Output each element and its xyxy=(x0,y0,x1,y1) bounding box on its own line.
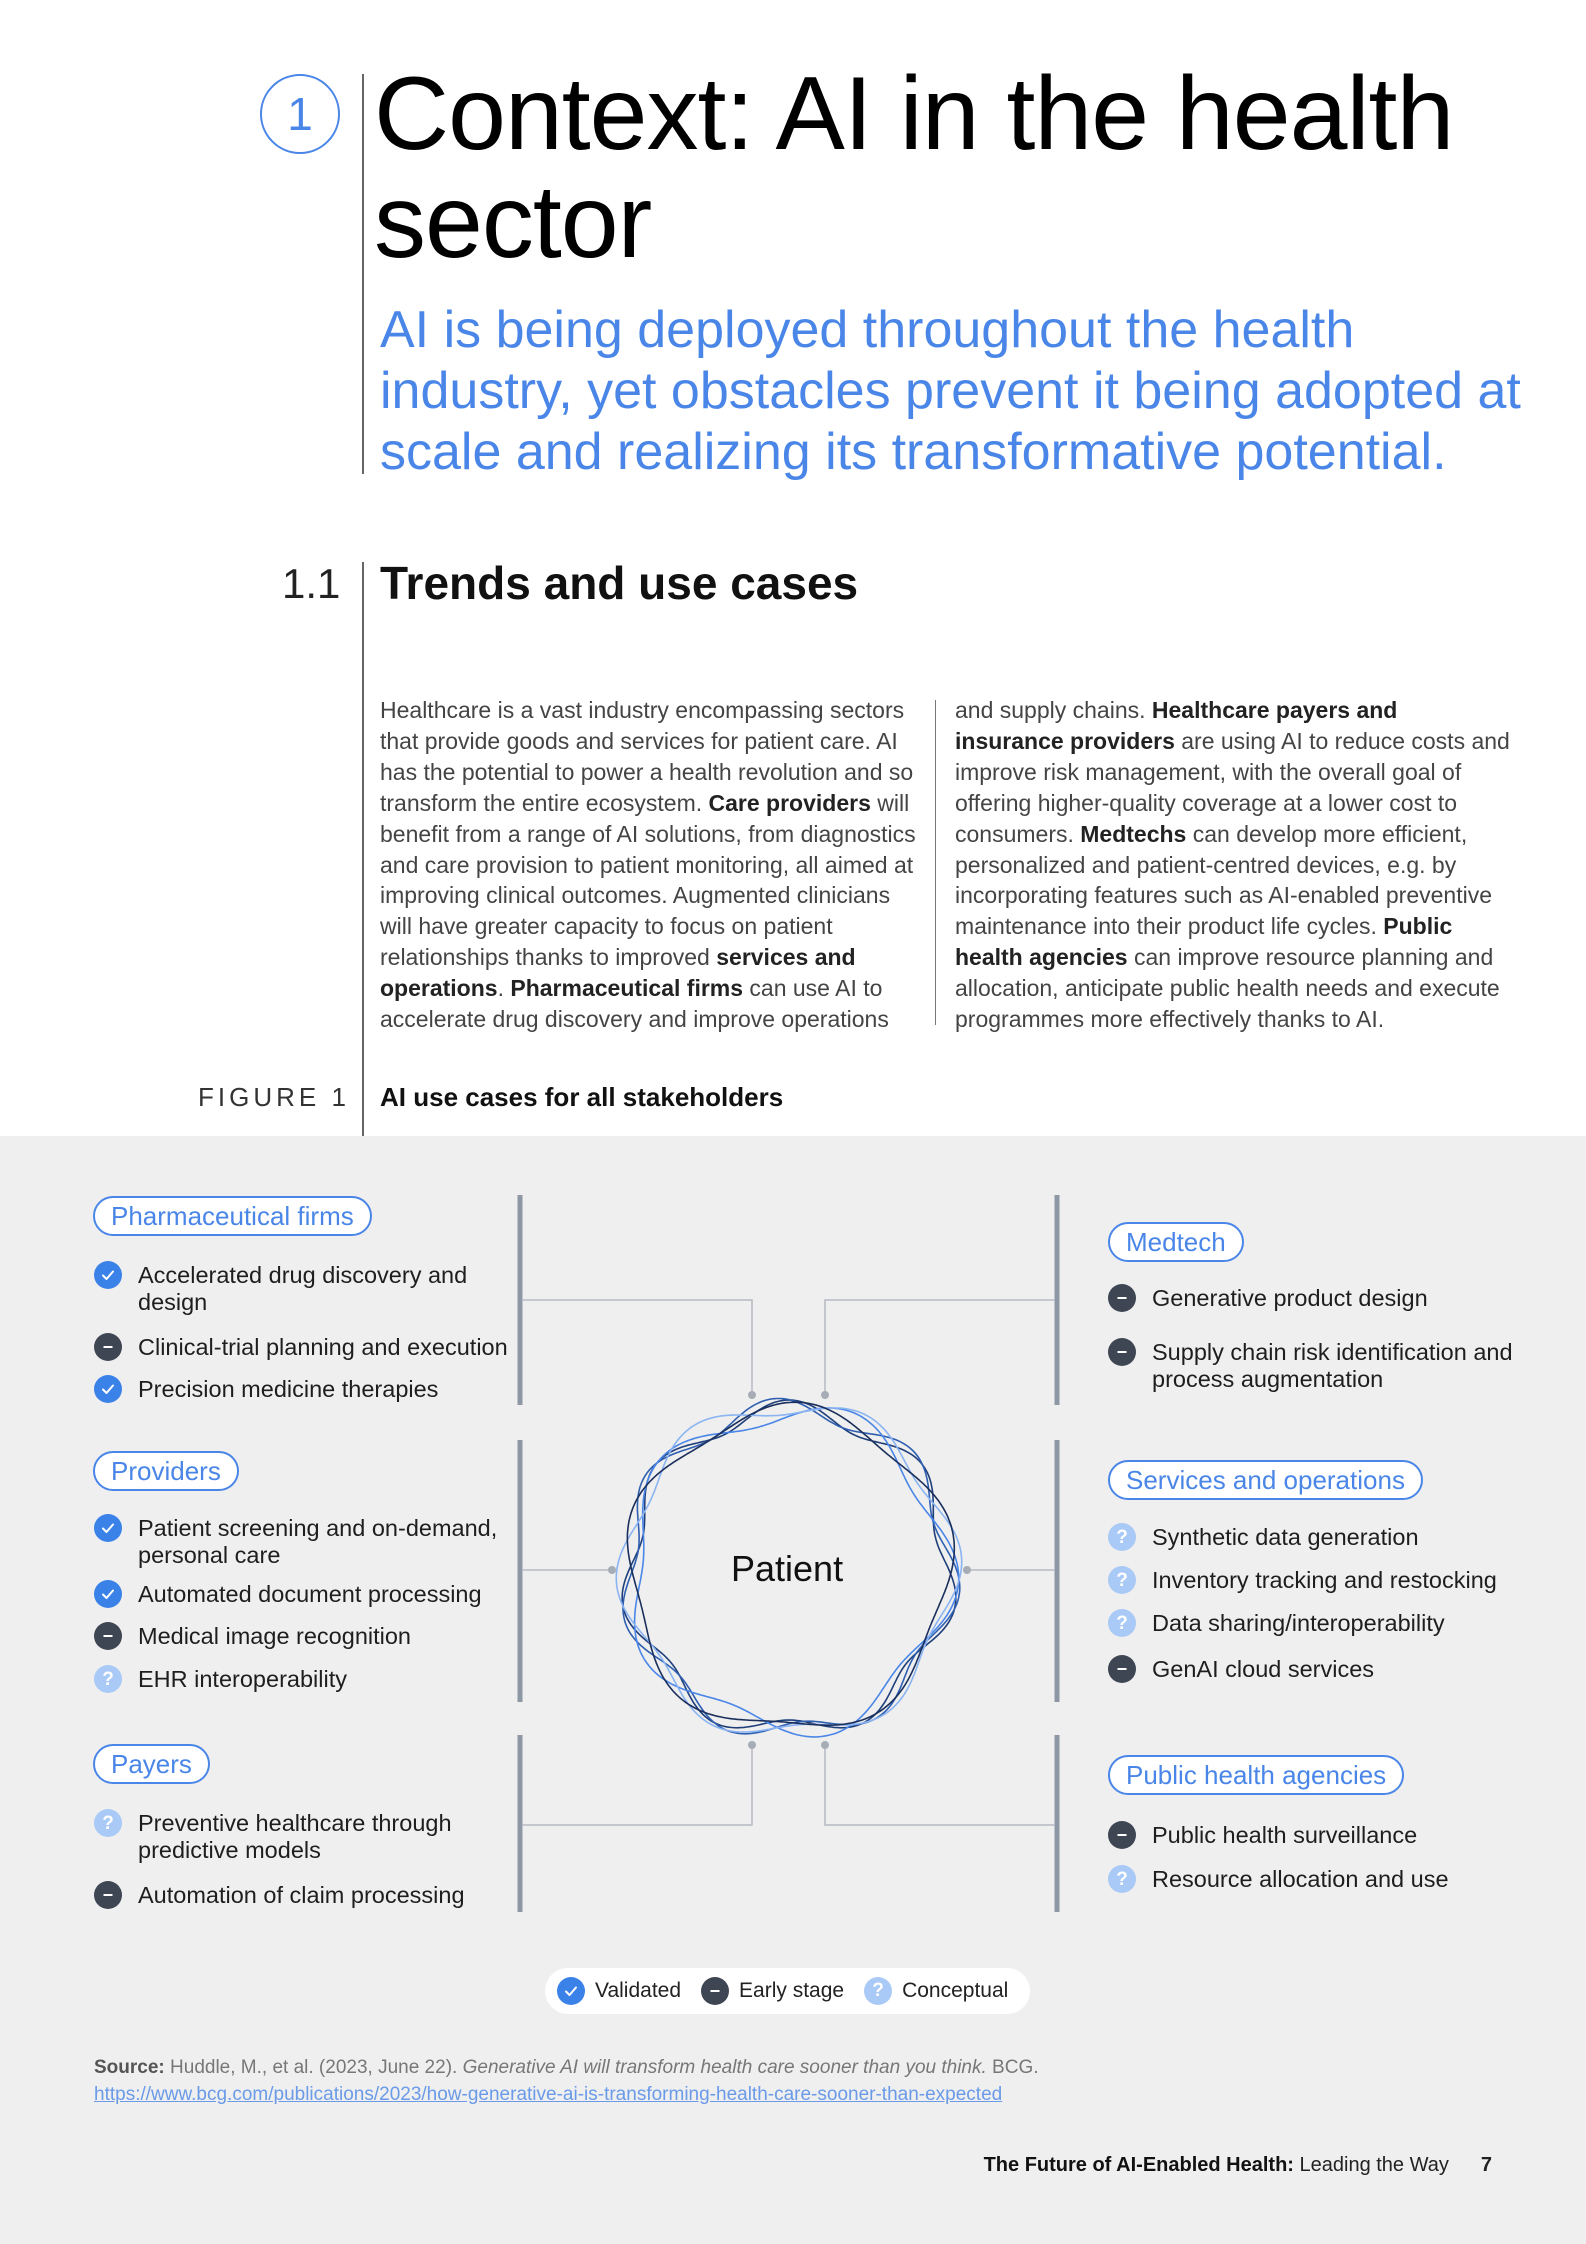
check-icon xyxy=(557,1977,585,2005)
use-case-payers xyxy=(94,1882,514,1909)
legend-label: Validated xyxy=(595,1979,682,2002)
use-case-providers xyxy=(94,1623,514,1650)
body-text: Healthcare is a vast industry encompassing sectors that provide goods and services for patient care. AI has the potential to power a health revolution and so transform the entire ecosystem. xyxy=(380,697,914,816)
body-emphasis: Public health agencies xyxy=(955,913,1453,971)
check-icon xyxy=(94,1580,122,1608)
use-case-services xyxy=(1108,1567,1548,1594)
chapter-number: 1 xyxy=(287,88,313,140)
body-text: . xyxy=(497,975,511,1002)
minus-icon xyxy=(701,1977,729,2005)
legend-validated xyxy=(557,1977,681,2005)
body-emphasis: Pharmaceutical firms xyxy=(510,975,744,1002)
minus-icon xyxy=(1108,1284,1136,1312)
question-icon: ? xyxy=(94,1665,122,1693)
source-text: Huddle, M., et al. (2023, June 22). xyxy=(164,2057,463,2078)
source-note xyxy=(94,2054,1394,2108)
use-case-text: Resource allocation and use xyxy=(1152,1866,1449,1892)
legend-label: Early stage xyxy=(739,1979,845,2002)
use-case-public xyxy=(1108,1822,1528,1849)
source-link[interactable]: https://www.bcg.com/publications/2023/how-generative-ai-is-transforming-health-care-sooner-than-expected xyxy=(94,2084,1003,2105)
figure-label: FIGURE 1 xyxy=(198,1082,350,1112)
patient-label: Patient xyxy=(731,1548,844,1589)
use-case-medtech xyxy=(1108,1339,1528,1393)
use-case-text: Patient screening and on-demand, personal care xyxy=(138,1515,498,1568)
use-case-text: EHR interoperability xyxy=(138,1666,347,1692)
use-case-text: Clinical-trial planning and execution xyxy=(138,1334,508,1360)
check-icon xyxy=(94,1514,122,1542)
minus-icon xyxy=(1108,1821,1136,1849)
body-text: can use AI to accelerate drug discovery and improve operations xyxy=(380,975,889,1033)
use-case-pharma xyxy=(94,1334,514,1361)
legend xyxy=(545,1968,1030,2014)
use-case-text: Inventory tracking and restocking xyxy=(1152,1567,1497,1593)
use-case-providers xyxy=(94,1515,514,1569)
use-case-text: GenAI cloud services xyxy=(1152,1656,1375,1682)
question-icon: ? xyxy=(1108,1865,1136,1893)
use-case-pharma xyxy=(94,1376,514,1403)
body-text: and supply chains. xyxy=(955,697,1152,723)
use-case-providers xyxy=(94,1581,514,1608)
footer-subtitle: Leading the Way xyxy=(1293,2154,1449,2176)
minus-icon xyxy=(94,1622,122,1650)
footer-title: The Future of AI-Enabled Health: xyxy=(983,2154,1294,2176)
group-label-medtech: Medtech xyxy=(1108,1222,1244,1262)
use-case-text: Automation of claim processing xyxy=(138,1882,465,1908)
source-tail: BCG. xyxy=(986,2057,1039,2078)
use-case-text: Synthetic data generation xyxy=(1152,1524,1419,1550)
legend-label: Conceptual xyxy=(902,1979,1009,2002)
chapter-lede: AI is being deployed throughout the health industry, yet obstacles prevent it being adopted at scale and realizing its transformative potential. xyxy=(380,301,1521,481)
use-case-medtech xyxy=(1108,1285,1528,1312)
body-text: can improve resource planning and allocation, anticipate public health needs and execute programmes more effectively thanks to AI. xyxy=(955,944,1500,1033)
use-case-text: Automated document processing xyxy=(138,1581,482,1607)
use-case-text: Medical image recognition xyxy=(138,1623,412,1649)
figure-title: AI use cases for all stakeholders xyxy=(380,1082,784,1112)
source-title: Generative AI will transform health care sooner than you think. xyxy=(462,2057,987,2078)
group-label-public: Public health agencies xyxy=(1108,1755,1404,1795)
body-emphasis: Medtechs xyxy=(1080,820,1187,847)
use-case-pharma xyxy=(94,1262,514,1316)
question-icon: ? xyxy=(1108,1523,1136,1551)
check-icon xyxy=(94,1261,122,1289)
use-case-text: Preventive healthcare through predictive models xyxy=(138,1810,452,1863)
question-icon: ? xyxy=(1108,1566,1136,1594)
use-case-text: Accelerated drug discovery and design xyxy=(138,1262,468,1315)
use-case-services xyxy=(1108,1524,1548,1551)
minus-icon xyxy=(94,1881,122,1909)
section-title: Trends and use cases xyxy=(380,557,859,609)
body-text: are using AI to reduce costs and improve risk management, with the overall goal of offering higher-quality coverage at a lower cost to consumers. xyxy=(955,727,1510,847)
check-icon xyxy=(94,1375,122,1403)
use-case-payers xyxy=(94,1810,514,1864)
body-emphasis: services and operations xyxy=(380,944,856,1002)
use-case-text: Precision medicine therapies xyxy=(138,1376,439,1402)
use-case-text: Supply chain risk identification and process augmentation xyxy=(1152,1339,1513,1392)
use-case-services xyxy=(1108,1610,1548,1637)
use-case-services xyxy=(1108,1656,1548,1683)
question-icon: ? xyxy=(864,1977,892,2005)
group-label-payers: Payers xyxy=(93,1744,210,1784)
chapter-title: Context: AI in the health sector xyxy=(374,56,1454,280)
body-emphasis: Care providers xyxy=(708,789,871,816)
page-number: 7 xyxy=(1480,2154,1492,2176)
use-case-providers xyxy=(94,1666,514,1693)
group-label-pharma: Pharmaceutical firms xyxy=(93,1196,372,1236)
body-text: will benefit from a range of AI solutions, from diagnostics and care provision to patient monitoring, all aimed at improving clinical outcomes. Augmented clinicians will have greater capacity to focus on patient relationships thanks to improved xyxy=(380,789,916,971)
legend-conceptual xyxy=(864,1977,1008,2005)
use-case-public xyxy=(1108,1866,1528,1893)
minus-icon xyxy=(1108,1655,1136,1683)
use-case-text: Public health surveillance xyxy=(1152,1822,1418,1848)
group-label-services: Services and operations xyxy=(1108,1460,1423,1500)
minus-icon xyxy=(1108,1338,1136,1366)
source-label: Source: xyxy=(94,2057,165,2078)
question-icon: ? xyxy=(94,1809,122,1837)
minus-icon xyxy=(94,1333,122,1361)
use-case-text: Generative product design xyxy=(1152,1285,1428,1311)
body-text: can develop more efficient, personalized and patient-centred devices, e.g. by incorporating features such as AI-enabled preventive maintenance into their product life cycles. xyxy=(955,820,1492,940)
page-footer xyxy=(984,2154,1492,2177)
use-case-text: Data sharing/interoperability xyxy=(1152,1610,1445,1636)
question-icon: ? xyxy=(1108,1609,1136,1637)
legend-early xyxy=(701,1977,844,2005)
section-number: 1.1 xyxy=(282,560,341,607)
group-label-providers: Providers xyxy=(93,1451,239,1491)
body-emphasis: Healthcare payers and insurance providers xyxy=(955,697,1398,754)
